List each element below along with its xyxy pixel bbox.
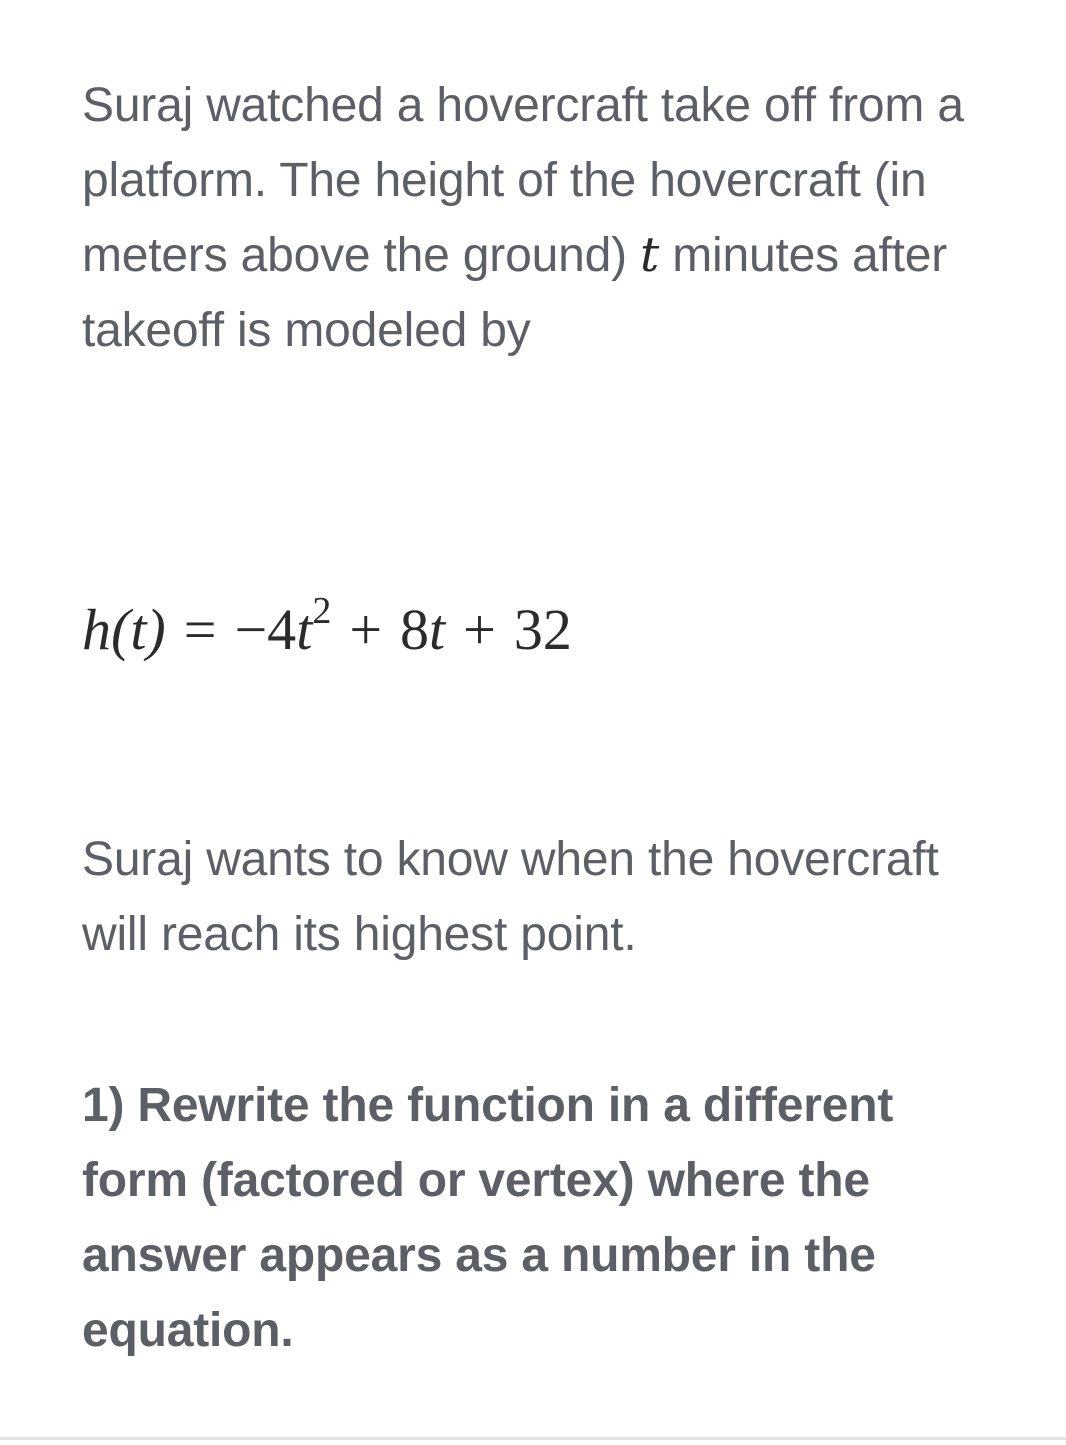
equation-plus-2: + bbox=[463, 597, 496, 662]
goal-paragraph: Suraj wants to know when the hovercraft will reach its highest point. bbox=[82, 833, 939, 961]
equation-term3: 32 bbox=[513, 597, 572, 662]
equation-term1-coef: −4 bbox=[234, 597, 297, 662]
height-equation bbox=[82, 590, 572, 663]
equation-term2-coef: 8 bbox=[400, 597, 430, 662]
equation-plus-1: + bbox=[349, 597, 383, 662]
equation-function-arg: (t) bbox=[111, 597, 166, 662]
intro-paragraph bbox=[82, 68, 982, 368]
equation-equals: = bbox=[183, 597, 217, 662]
equation-term2-var: t bbox=[429, 597, 446, 662]
equation-function-name: h bbox=[82, 597, 111, 662]
intro-text-part2: minutes after takeoff is modeled by bbox=[82, 229, 948, 357]
equation-term1-exp: 2 bbox=[312, 590, 332, 632]
variable-t: t bbox=[640, 227, 660, 283]
bottom-divider bbox=[0, 1437, 1066, 1440]
task-paragraph: 1) Rewrite the function in a different form (factored or vertex) where the answer appears as a number in the equation. bbox=[82, 1079, 894, 1357]
intro-text-part1: Suraj watched a hovercraft take off from a platform. The height of the hovercraft (in meters above the ground) bbox=[82, 79, 964, 282]
equation-term1-var: t bbox=[296, 597, 313, 662]
problem-intro bbox=[82, 68, 982, 368]
